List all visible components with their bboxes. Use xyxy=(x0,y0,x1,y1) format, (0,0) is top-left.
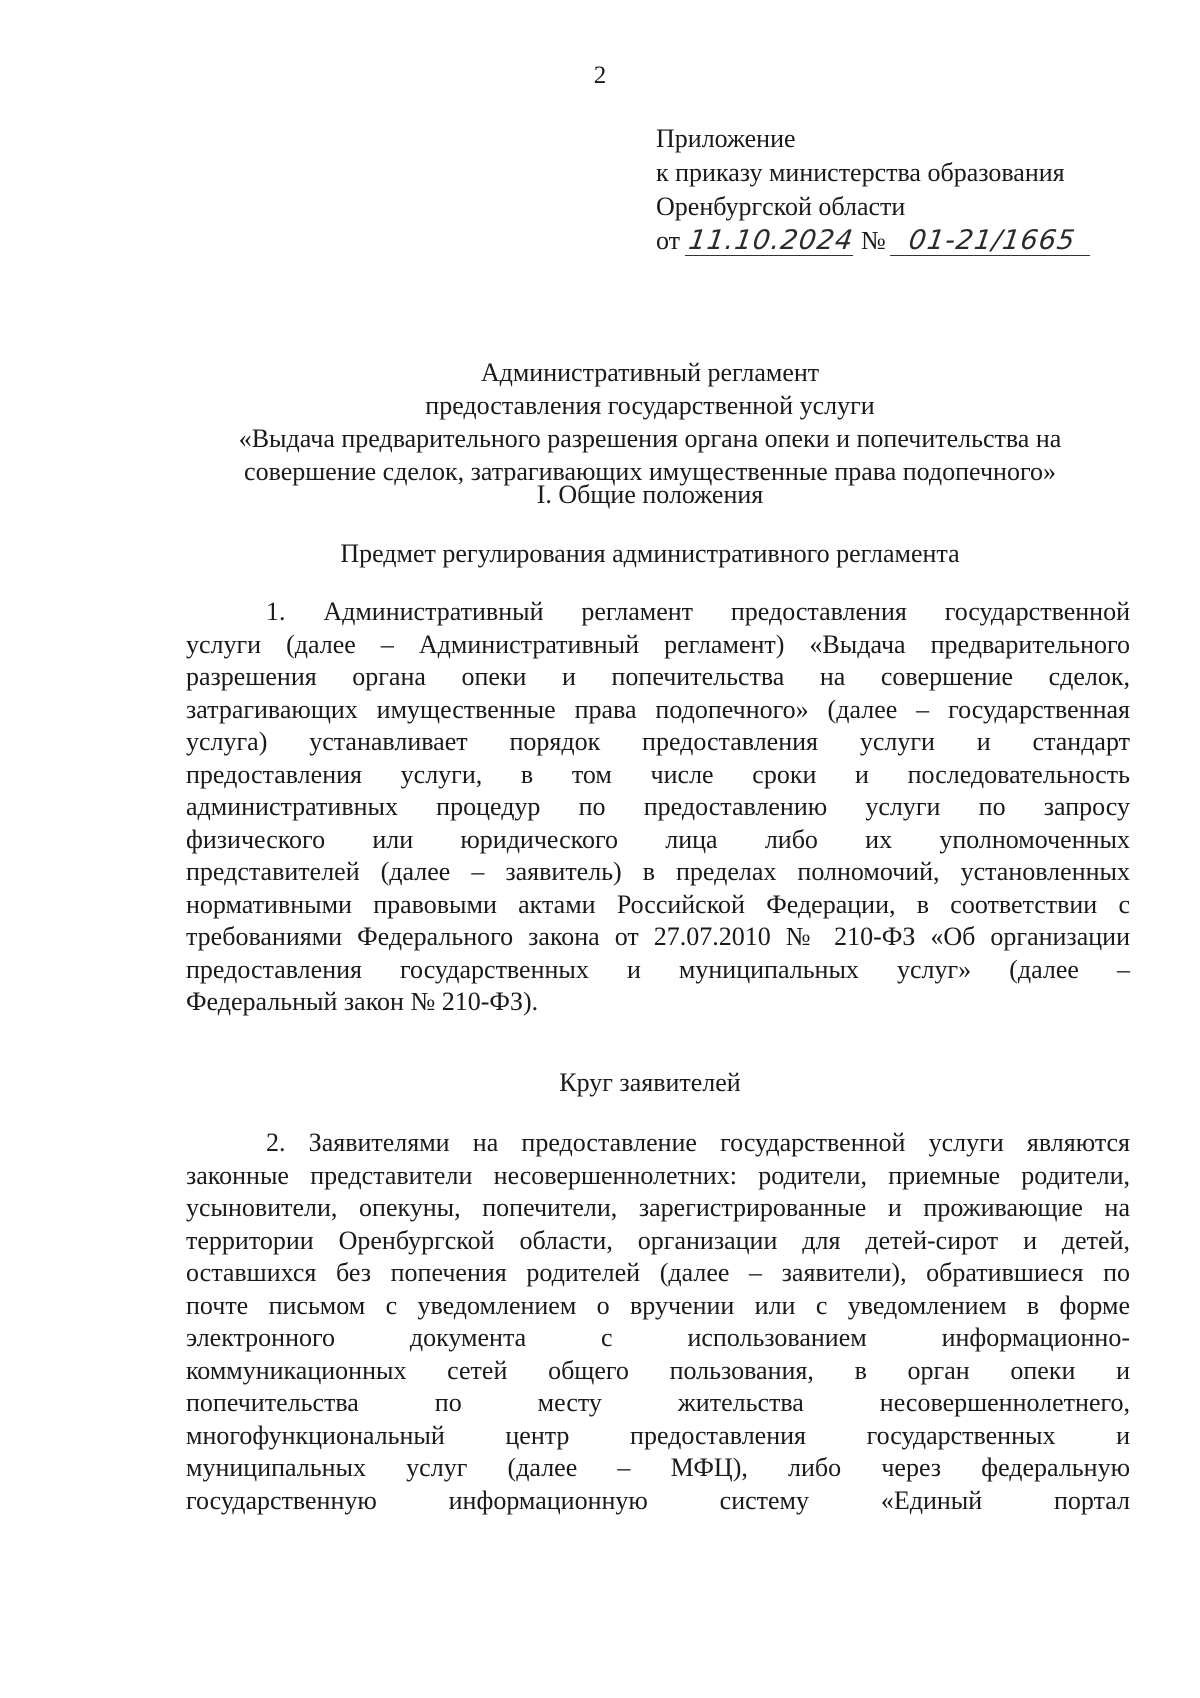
appendix-line: Приложение xyxy=(656,124,796,153)
paragraph-line: предоставления услуги, в том числе сроки и последовательность xyxy=(186,759,1130,789)
paragraph-line: 2. Заявителями на предоставление государственной услуги являются xyxy=(266,1128,1130,1157)
from-label: от xyxy=(656,226,681,255)
paragraph-line: коммуникационных сетей общего пользования, в орган опеки и xyxy=(186,1355,1130,1385)
paragraph-line: государственную информационную систему «Единый портал xyxy=(186,1485,1130,1515)
paragraph-line: муниципальных услуг (далее – МФЦ), либо через федеральную xyxy=(186,1453,1130,1482)
paragraph-line: затрагивающих имущественные права подопечного» (далее – государственная xyxy=(186,694,1130,724)
paragraph-line: услуга) устанавливает порядок предоставления услуги и стандарт xyxy=(186,727,1130,756)
appendix-line: к приказу министерства образования xyxy=(656,158,1065,187)
title-line: совершение сделок, затрагивающих имущественные права подопечного» xyxy=(244,457,1056,486)
paragraph-line: нормативными правовыми актами Российской Федерации, в соответствии с xyxy=(186,889,1130,919)
paragraph-line: электронного документа с использованием информационно- xyxy=(186,1323,1130,1352)
paragraph-line: услуги (далее – Административный регламент) «Выдача предварительного xyxy=(186,629,1130,659)
section-heading: I. Общие положения xyxy=(536,480,764,509)
paragraph-line: представителей (далее – заявитель) в пределах полномочий, установленных xyxy=(186,857,1130,886)
paragraph-line: предоставления государственных и муниципальных услуг» (далее – xyxy=(186,954,1130,984)
handwritten-date: 11.10.2024 xyxy=(686,225,856,256)
paragraph-1 xyxy=(186,596,1130,1019)
appendix-block xyxy=(656,122,1156,258)
paragraph-line: оставшихся без попечения родителей (далее – заявители), обратившиеся по xyxy=(186,1258,1130,1287)
subheading-applicants: Круг заявителей xyxy=(559,1068,741,1097)
paragraph-line: 1. Административный регламент предоставления государственной xyxy=(266,597,1130,626)
document-title xyxy=(120,356,1180,488)
title-line: «Выдача предварительного разрешения органа опеки и попечительства на xyxy=(238,424,1062,453)
paragraph-line: Федеральный закон № 210-ФЗ). xyxy=(186,987,539,1016)
handwritten-order-number: 01-21/1665 xyxy=(890,227,1094,256)
title-line: предоставления государственной услуги xyxy=(425,391,875,420)
paragraph-line: почте письмом с уведомлением о вручении или с уведомлением в форме xyxy=(186,1290,1130,1320)
number-label: № xyxy=(861,226,886,255)
paragraph-line: законные представители несовершеннолетних: родители, приемные родители, xyxy=(186,1160,1130,1190)
page-number: 2 xyxy=(593,62,607,89)
paragraph-2 xyxy=(186,1127,1130,1517)
paragraph-line: физического или юридического лица либо их уполномоченных xyxy=(186,824,1130,854)
paragraph-line: усыновители, опекуны, попечители, зарегистрированные и проживающие на xyxy=(186,1193,1130,1222)
order-reference-row xyxy=(656,224,1156,258)
paragraph-line: требованиями Федерального закона от 27.07.2010 № 210-ФЗ «Об организации xyxy=(186,922,1130,951)
paragraph-line: территории Оренбургской области, организации для детей-сирот и детей, xyxy=(186,1225,1130,1255)
paragraph-line: попечительства по месту жительства несовершеннолетнего, xyxy=(186,1388,1130,1417)
paragraph-line: многофункциональный центр предоставления государственных и xyxy=(186,1420,1130,1450)
paragraph-line: административных процедур по предоставлению услуги по запросу xyxy=(186,792,1130,821)
appendix-line: Оренбургской области xyxy=(656,192,906,221)
title-line: Административный регламент xyxy=(480,358,820,387)
paragraph-line: разрешения органа опеки и попечительства на совершение сделок, xyxy=(186,662,1130,691)
subheading-subject: Предмет регулирования административного регламента xyxy=(340,539,960,568)
